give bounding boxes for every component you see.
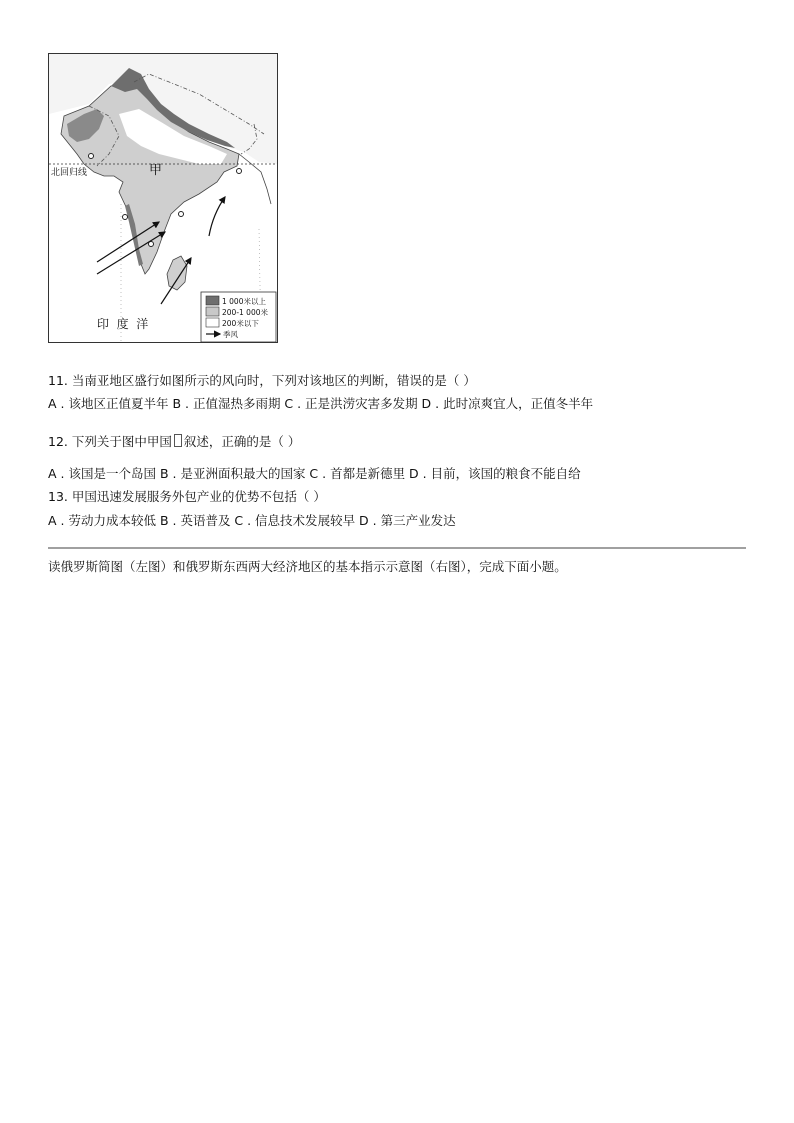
legend-label-mid: 200-1 000米 xyxy=(222,308,268,317)
sri-lanka xyxy=(167,256,187,290)
question-11-options: A . 该地区正值夏半年 B . 正值湿热多雨期 C . 正是洪涝灾害多发期 D . 此时凉爽宜人，正值冬半年 xyxy=(48,396,594,411)
city-marker xyxy=(123,215,128,220)
city-marker xyxy=(237,169,242,174)
legend-swatch-mid xyxy=(206,307,219,316)
tropic-label: 北回归线 xyxy=(51,168,88,178)
section-divider xyxy=(48,547,746,549)
legend-swatch-low xyxy=(206,318,219,327)
legend-label-high: 1 000米以上 xyxy=(222,297,266,306)
next-section-intro: 读俄罗斯简图（左图）和俄罗斯东西两大经济地区的基本指示示意图（右图），完成下面小题。 xyxy=(48,559,567,574)
map-legend xyxy=(201,292,276,342)
legend-label-low: 200米以下 xyxy=(222,319,259,328)
country-jia-label: 甲 xyxy=(149,163,163,178)
question-13-options: A . 劳动力成本较低 B . 英语普及 C . 信息技术发展较早 D . 第三产业发达 xyxy=(48,513,456,528)
monsoon-arrow xyxy=(209,197,225,236)
city-marker xyxy=(89,154,94,159)
legend-label-monsoon: 季风 xyxy=(223,330,238,339)
question-12-options: A . 该国是一个岛国 B . 是亚洲面积最大的国家 C . 首都是新德里 D . 目前，该国的粮食不能自给 xyxy=(48,466,581,481)
missing-glyph-icon xyxy=(174,434,182,447)
question-12-stem-before: 12. 下列关于图中甲国 xyxy=(48,434,172,449)
city-marker xyxy=(179,212,184,217)
question-11-stem: 11. 当南亚地区盛行如图所示的风向时，下列对该地区的判断，错误的是（ ） xyxy=(48,373,476,388)
question-12-stem-after: 叙述，正确的是（ ） xyxy=(183,434,301,449)
south-asia-map xyxy=(48,53,278,343)
legend-swatch-high xyxy=(206,296,219,305)
question-13-stem: 13. 甲国迅速发展服务外包产业的优势不包括（ ） xyxy=(48,489,326,504)
map-svg xyxy=(49,54,277,342)
question-12-stem xyxy=(48,434,300,450)
ocean-label: 印 度 洋 xyxy=(97,317,149,331)
